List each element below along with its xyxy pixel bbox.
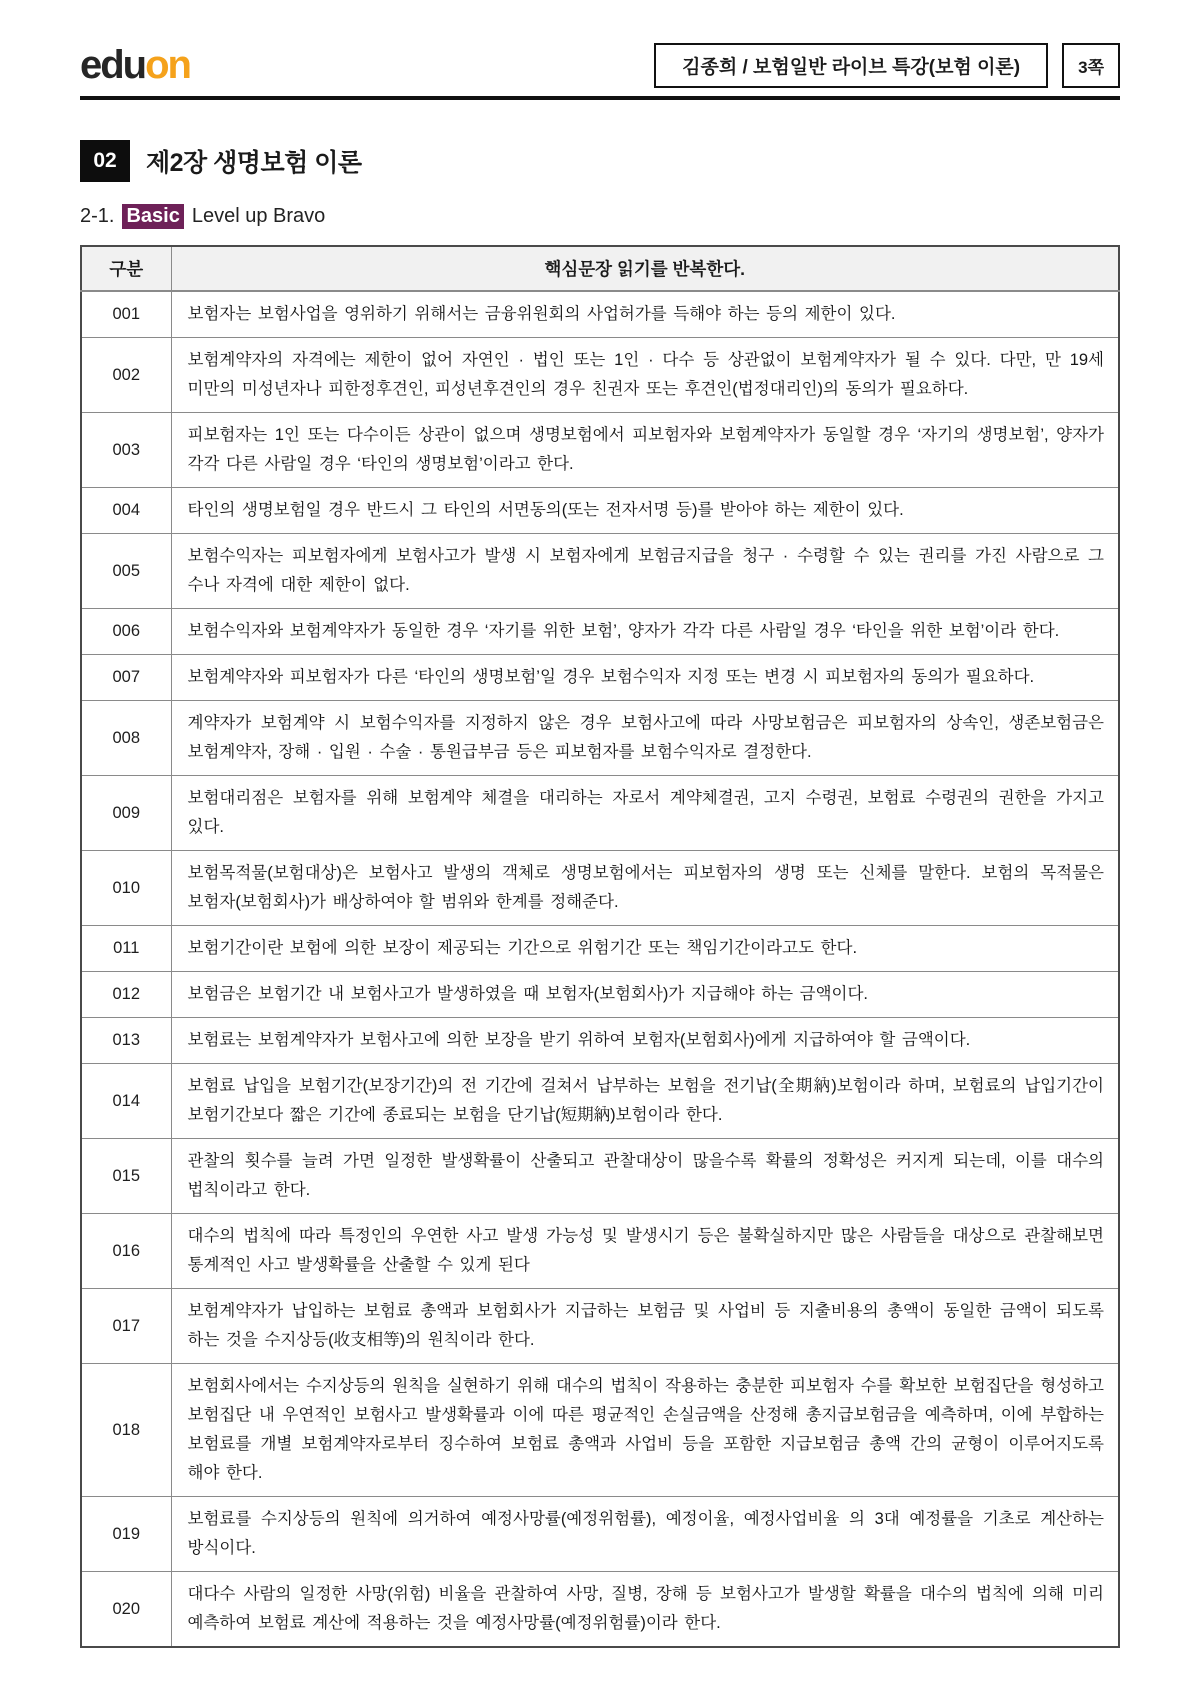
table-row [81, 655, 1119, 701]
core-sentences-table [80, 245, 1120, 1648]
row-text: 대다수 사람의 일정한 사망(위험) 비율을 관찰하여 사망, 질병, 장해 등 보험사고가 발생할 확률을 대수의 법칙에 의해 미리 예측하여 보험료 계산에 적용하는 것을 예정사망률(예정위험률)이라 한다. [171, 1572, 1119, 1648]
row-id: 010 [81, 851, 171, 926]
row-id: 007 [81, 655, 171, 701]
row-id: 009 [81, 776, 171, 851]
page-number-box: 3쪽 [1062, 43, 1120, 88]
table-row [81, 413, 1119, 488]
row-text: 대수의 법칙에 따라 특정인의 우연한 사고 발생 가능성 및 발생시기 등은 불확실하지만 많은 사람들을 대상으로 관찰해보면 통계적인 사고 발생확률을 산출할 수 있게 된다 [171, 1214, 1119, 1289]
row-id: 002 [81, 338, 171, 413]
table-row [81, 338, 1119, 413]
table-row [81, 926, 1119, 972]
row-id: 013 [81, 1018, 171, 1064]
table-row [81, 488, 1119, 534]
row-id: 016 [81, 1214, 171, 1289]
basic-badge: Basic [122, 204, 183, 229]
row-text: 보험회사에서는 수지상등의 원칙을 실현하기 위해 대수의 법칙이 작용하는 충분한 피보험자 수를 확보한 보험집단을 형성하고 보험집단 내 우연적인 보험사고 발생확률과 이에 따른 평균적인 손실금액을 산정해 총지급보험금을 예측하며, 이에 부합하는 보험료를 개별 보험계약자로부터 징수하여 보험료 총액과 사업비 등을 포함한 지급보험금 총액 간의 균형이 이루어지도록 해야 한다. [171, 1364, 1119, 1497]
row-id: 006 [81, 609, 171, 655]
section-heading [80, 140, 1120, 182]
section-title: 제2장 생명보험 이론 [146, 149, 362, 177]
row-text: 보험금은 보험기간 내 보험사고가 발생하였을 때 보험자(보험회사)가 지급해야 하는 금액이다. [171, 972, 1119, 1018]
table-row [81, 701, 1119, 776]
row-id: 017 [81, 1289, 171, 1364]
row-text: 피보험자는 1인 또는 다수이든 상관이 없으며 생명보험에서 피보험자와 보험계약자가 동일할 경우 ‘자기의 생명보험’, 양자가 각각 다른 사람일 경우 ‘타인의 생명보험’이라고 한다. [171, 413, 1119, 488]
table-row [81, 851, 1119, 926]
subsection-suffix: Level up Bravo [191, 205, 326, 227]
subsection-heading [80, 204, 1120, 229]
row-text: 보험계약자와 피보험자가 다른 ‘타인의 생명보험’일 경우 보험수익자 지정 또는 변경 시 피보험자의 동의가 필요하다. [171, 655, 1119, 701]
row-id: 012 [81, 972, 171, 1018]
row-text: 보험계약자의 자격에는 제한이 없어 자연인 · 법인 또는 1인 · 다수 등 상관없이 보험계약자가 될 수 있다. 다만, 만 19세 미만의 미성년자나 피한정후견인, 피성년후견인의 경우 친권자 또는 후견인(법정대리인)의 동의가 필요하다. [171, 338, 1119, 413]
row-text: 보험수익자와 보험계약자가 동일한 경우 ‘자기를 위한 보험’, 양자가 각각 다른 사람일 경우 ‘타인을 위한 보험’이라 한다. [171, 609, 1119, 655]
column-header-sentence: 핵심문장 읽기를 반복한다. [171, 246, 1119, 291]
table-row [81, 776, 1119, 851]
table-row [81, 291, 1119, 338]
table-row [81, 1214, 1119, 1289]
row-text: 보험기간이란 보험에 의한 보장이 제공되는 기간으로 위험기간 또는 책임기간이라고도 한다. [171, 926, 1119, 972]
table-row [81, 1497, 1119, 1572]
table-row [81, 1289, 1119, 1364]
table-row [81, 534, 1119, 609]
row-id: 018 [81, 1364, 171, 1497]
table-body [81, 291, 1119, 1647]
table-row [81, 1572, 1119, 1648]
row-id: 003 [81, 413, 171, 488]
row-id: 004 [81, 488, 171, 534]
table-row [81, 609, 1119, 655]
table-row [81, 972, 1119, 1018]
table-row [81, 1364, 1119, 1497]
header-divider [80, 96, 1120, 100]
course-title-box: 김종희 / 보험일반 라이브 특강(보험 이론) [654, 43, 1048, 88]
row-text: 보험목적물(보험대상)은 보험사고 발생의 객체로 생명보험에서는 피보험자의 생명 또는 신체를 말한다. 보험의 목적물은 보험자(보험회사)가 배상하여야 할 범위와 한계를 정해준다. [171, 851, 1119, 926]
table-header [81, 246, 1119, 291]
page-header [80, 42, 1120, 88]
section-number-badge: 02 [80, 140, 130, 182]
row-text: 보험료를 수지상등의 원칙에 의거하여 예정사망률(예정위험률), 예정이율, 예정사업비율 의 3대 예정률을 기초로 계산하는 방식이다. [171, 1497, 1119, 1572]
column-header-id: 구분 [81, 246, 171, 291]
row-text: 타인의 생명보험일 경우 반드시 그 타인의 서면동의(또는 전자서명 등)를 받아야 하는 제한이 있다. [171, 488, 1119, 534]
table-row [81, 1018, 1119, 1064]
row-id: 005 [81, 534, 171, 609]
logo-text-edu: edu [80, 43, 146, 87]
row-text: 관찰의 횟수를 늘려 가면 일정한 발생확률이 산출되고 관찰대상이 많을수록 확률의 정확성은 커지게 되는데, 이를 대수의 법칙이라고 한다. [171, 1139, 1119, 1214]
row-text: 보험대리점은 보험자를 위해 보험계약 체결을 대리하는 자로서 계약체결권, 고지 수령권, 보험료 수령권의 권한을 가지고 있다. [171, 776, 1119, 851]
header-right [654, 43, 1120, 88]
row-id: 011 [81, 926, 171, 972]
row-text: 보험계약자가 납입하는 보험료 총액과 보험회사가 지급하는 보험금 및 사업비 등 지출비용의 총액이 동일한 금액이 되도록 하는 것을 수지상등(收支相等)의 원칙이라 한다. [171, 1289, 1119, 1364]
row-id: 008 [81, 701, 171, 776]
row-id: 001 [81, 291, 171, 338]
row-text: 보험료는 보험계약자가 보험사고에 의한 보장을 받기 위하여 보험자(보험회사)에게 지급하여야 할 금액이다. [171, 1018, 1119, 1064]
logo-text-on: on [145, 43, 190, 87]
table-row [81, 1139, 1119, 1214]
row-id: 020 [81, 1572, 171, 1648]
row-id: 015 [81, 1139, 171, 1214]
row-text: 보험자는 보험사업을 영위하기 위해서는 금융위원회의 사업허가를 득해야 하는 등의 제한이 있다. [171, 291, 1119, 338]
row-text: 보험료 납입을 보험기간(보장기간)의 전 기간에 걸쳐서 납부하는 보험을 전기납(全期納)보험이라 하며, 보험료의 납입기간이 보험기간보다 짧은 기간에 종료되는 보험을 단기납(短期納)보험이라 한다. [171, 1064, 1119, 1139]
row-id: 014 [81, 1064, 171, 1139]
row-text: 보험수익자는 피보험자에게 보험사고가 발생 시 보험자에게 보험금지급을 청구 · 수령할 수 있는 권리를 가진 사람으로 그 수나 자격에 대한 제한이 없다. [171, 534, 1119, 609]
table-row [81, 1064, 1119, 1139]
row-id: 019 [81, 1497, 171, 1572]
row-text: 계약자가 보험계약 시 보험수익자를 지정하지 않은 경우 보험사고에 따라 사망보험금은 피보험자의 상속인, 생존보험금은 보험계약자, 장해 · 입원 · 수술 · 통원급부금 등은 피보험자를 보험수익자로 결정한다. [171, 701, 1119, 776]
eduon-logo [80, 45, 190, 85]
subsection-prefix: 2-1. [80, 205, 115, 227]
